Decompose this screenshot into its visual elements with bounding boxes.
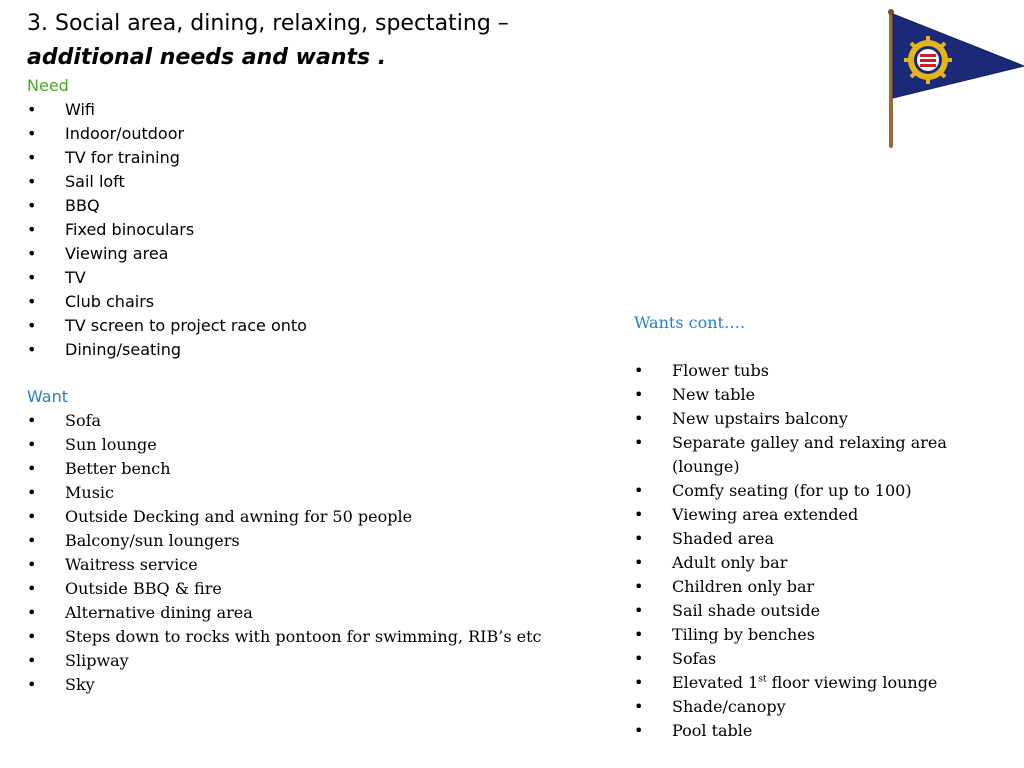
ordinal-superscript: st xyxy=(758,674,767,685)
need-heading: Need xyxy=(27,76,69,95)
list-item: • Slipway xyxy=(27,649,542,673)
want-heading: Want xyxy=(27,387,69,406)
list-item: • Music xyxy=(27,481,542,505)
list-item-elevated-lounge xyxy=(634,671,982,695)
list-item: • New table xyxy=(634,383,982,407)
wants-cont-list xyxy=(634,359,982,743)
list-item: • Club chairs xyxy=(27,290,307,314)
list-item: • Shade/canopy xyxy=(634,695,982,719)
list-item: • Fixed binoculars xyxy=(27,218,307,242)
list-item: • Outside BBQ & fire xyxy=(27,577,542,601)
list-item: • Viewing area xyxy=(27,242,307,266)
list-item: • Alternative dining area xyxy=(27,601,542,625)
list-item: • Dining/seating xyxy=(27,338,307,362)
list-item: • Pool table xyxy=(634,719,982,743)
list-item: • Flower tubs xyxy=(634,359,982,383)
list-item: • Children only bar xyxy=(634,575,982,599)
list-item: • Adult only bar xyxy=(634,551,982,575)
need-list xyxy=(27,98,307,362)
list-item: • Balcony/sun loungers xyxy=(27,529,542,553)
item-text-part: floor viewing lounge xyxy=(766,673,938,692)
list-item: • Wifi xyxy=(27,98,307,122)
title-line-1: 3. Social area, dining, relaxing, spectating – xyxy=(27,11,509,36)
list-item: • Sofas xyxy=(634,647,982,671)
spacer xyxy=(634,335,982,359)
club-burgee-flag-icon xyxy=(884,8,1024,150)
list-item: • Sun lounge xyxy=(27,433,542,457)
list-item: • Steps down to rocks with pontoon for swimming, RIB’s etc xyxy=(27,625,542,649)
list-item: • Waitress service xyxy=(27,553,542,577)
list-item: • Outside Decking and awning for 50 people xyxy=(27,505,542,529)
list-item: • TV xyxy=(27,266,307,290)
list-item: • Comfy seating (for up to 100) xyxy=(634,479,982,503)
list-item: • BBQ xyxy=(27,194,307,218)
list-item: • Separate galley and relaxing area (lounge) xyxy=(634,431,982,479)
list-item: • Sail shade outside xyxy=(634,599,982,623)
list-item: • Sail loft xyxy=(27,170,307,194)
list-item: • Better bench xyxy=(27,457,542,481)
need-section xyxy=(27,74,307,362)
list-item: • TV screen to project race onto xyxy=(27,314,307,338)
wants-cont-heading: Wants cont…. xyxy=(634,313,746,332)
slide-title xyxy=(27,7,587,75)
list-item: • New upstairs balcony xyxy=(634,407,982,431)
list-item: • Tiling by benches xyxy=(634,623,982,647)
title-line-2: additional needs and wants . xyxy=(27,45,387,70)
item-text-part: Elevated 1 xyxy=(672,673,759,692)
list-item: • Viewing area extended xyxy=(634,503,982,527)
list-item: • Sofa xyxy=(27,409,542,433)
list-item: • Sky xyxy=(27,673,542,697)
list-item: • Shaded area xyxy=(634,527,982,551)
want-section xyxy=(27,385,542,697)
wants-cont-section xyxy=(634,311,982,743)
want-list xyxy=(27,409,542,697)
list-item: • TV for training xyxy=(27,146,307,170)
list-item: • Indoor/outdoor xyxy=(27,122,307,146)
